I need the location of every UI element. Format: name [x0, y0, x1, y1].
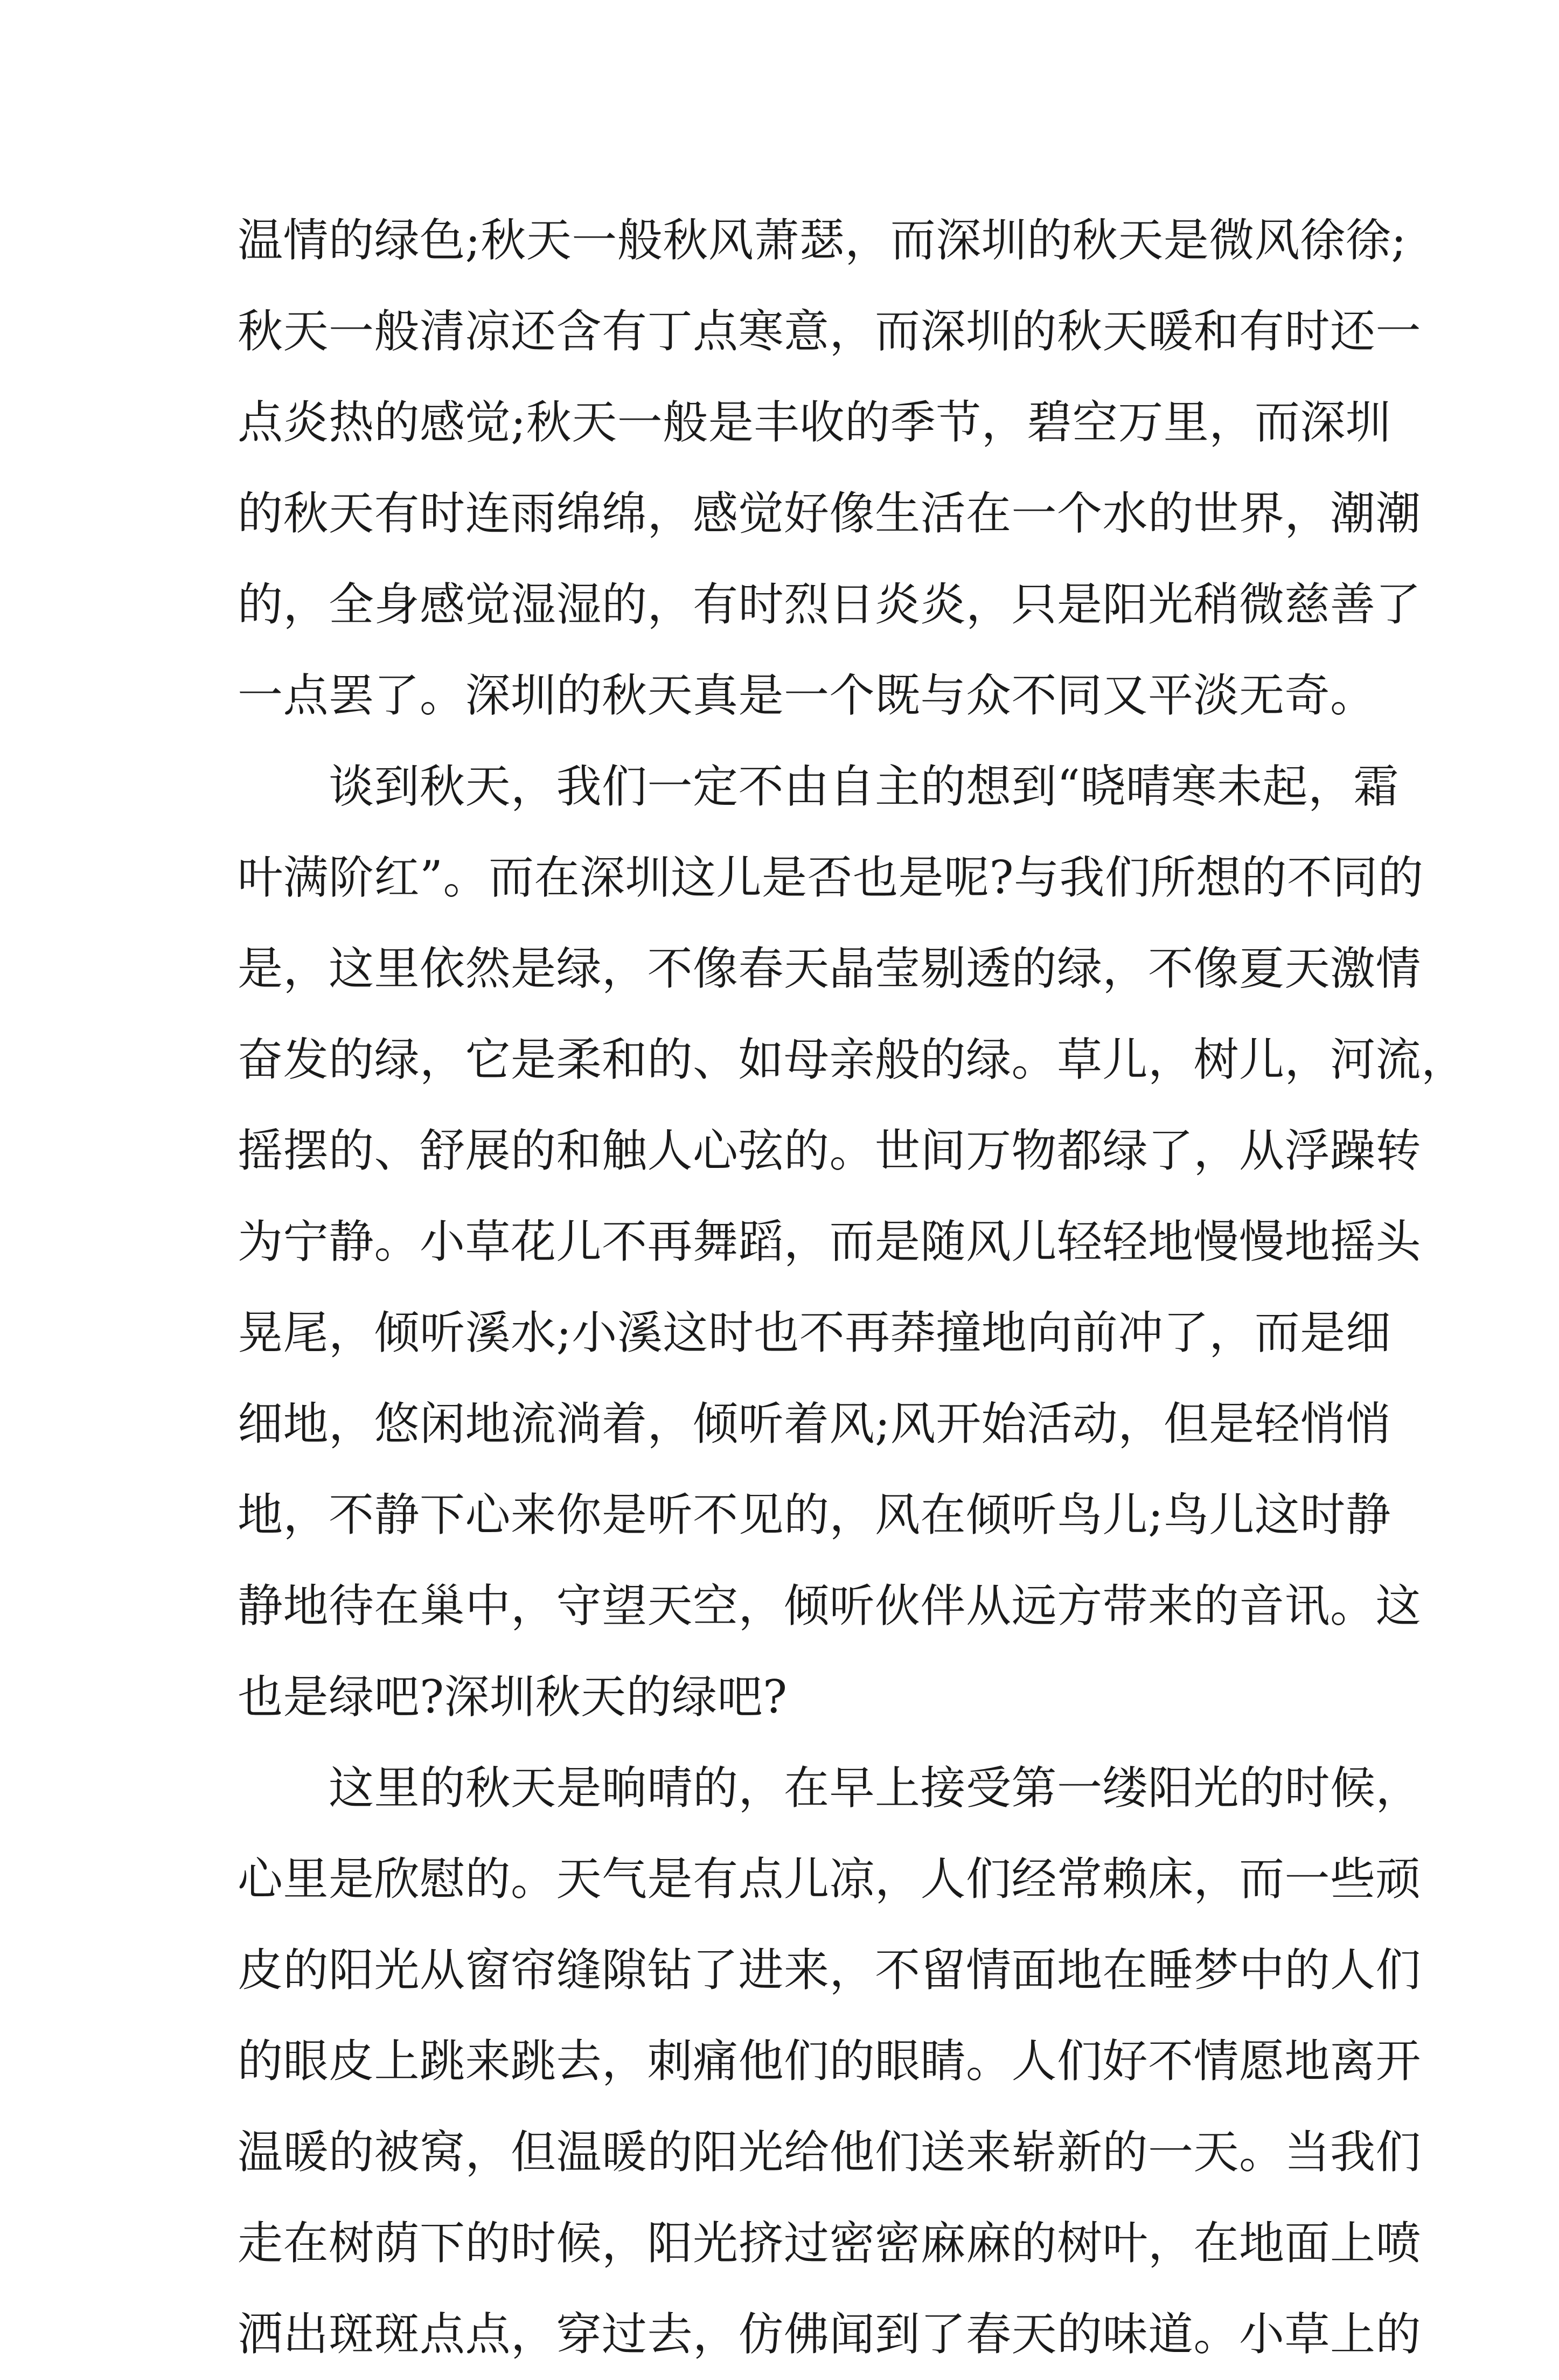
text-line: 静地待在巢中，守望天空，倾听伙伴从远方带来的音讯。这 [238, 1579, 1422, 1632]
text-line: 点炎热的感觉;秋天一般是丰收的季节，碧空万里，而深圳 [238, 396, 1391, 449]
text-line: 洒出斑斑点点，穿过去，仿佛闻到了春天的味道。小草上的 [238, 2308, 1422, 2361]
text-line: 温情的绿色;秋天一般秋风萧瑟，而深圳的秋天是微风徐徐; [238, 214, 1407, 267]
body-text [238, 195, 1467, 2380]
text-line: 为宁静。小草花儿不再舞蹈，而是随风儿轻轻地慢慢地摇头 [238, 1215, 1422, 1268]
text-line: 叶满阶红”。而在深圳这儿是否也是呢?与我们所想的不同的 [238, 851, 1424, 904]
text-line: 的秋天有时连雨绵绵，感觉好像生活在一个水的世界，潮潮 [238, 487, 1422, 540]
text-line: 这里的秋天是晌晴的，在早上接受第一缕阳光的时候， [238, 1762, 1422, 1814]
text-line: 晃尾，倾听溪水;小溪这时也不再莽撞地向前冲了，而是细 [238, 1306, 1391, 1359]
text-line: 心里是欣慰的。天气是有点儿凉，人们经常赖床，而一些顽 [238, 1853, 1422, 1905]
text-line: 谈到秋天，我们一定不由自主的想到“晓晴寒未起，霜 [238, 760, 1399, 813]
text-line: 温暖的被窝，但温暖的阳光给他们送来崭新的一天。当我们 [238, 2126, 1422, 2179]
text-line: 秋天一般清凉还含有丁点寒意，而深圳的秋天暖和有时还一 [238, 305, 1422, 358]
text-line: 是，这里依然是绿，不像春天晶莹剔透的绿，不像夏天激情 [238, 942, 1422, 995]
text-line: 细地，悠闲地流淌着，倾听着风;风开始活动，但是轻悄悄 [238, 1397, 1391, 1450]
text-line: 地，不静下心来你是听不见的，风在倾听鸟儿;鸟儿这时静 [238, 1488, 1391, 1541]
text-line: 也是绿吧?深圳秋天的绿吧? [238, 1671, 788, 1723]
text-line: 皮的阳光从窗帘缝隙钻了进来，不留情面地在睡梦中的人们 [238, 1944, 1422, 1996]
text-line: 走在树荫下的时候，阳光挤过密密麻麻的树叶，在地面上喷 [238, 2217, 1422, 2270]
text-line: 一点罢了。深圳的秋天真是一个既与众不同又平淡无奇。 [238, 669, 1376, 722]
text-line: 摇摆的、舒展的和触人心弦的。世间万物都绿了，从浮躁转 [238, 1124, 1422, 1177]
text-line: 奋发的绿，它是柔和的、如母亲般的绿。草儿，树儿，河流， [238, 1033, 1467, 1086]
text-line: 的，全身感觉湿湿的，有时烈日炎炎，只是阳光稍微慈善了 [238, 578, 1422, 631]
text-line: 的眼皮上跳来跳去，刺痛他们的眼睛。人们好不情愿地离开 [238, 2035, 1422, 2087]
